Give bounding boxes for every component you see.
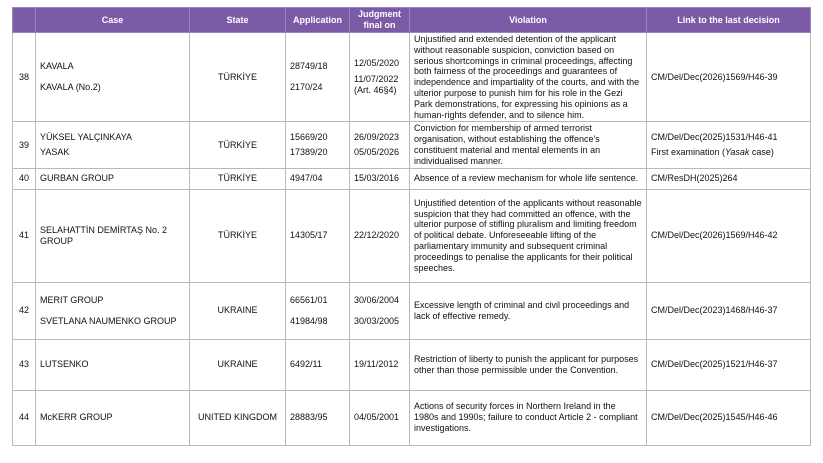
violation-cell: Actions of security forces in Northern Ireland in the 1980s and 1990s; failure to conduct Article 2 - compliant investigations.	[410, 390, 647, 445]
decision-link[interactable]: CM/Del/Dec(2026)1569/H46-42	[647, 189, 811, 282]
header-application: Application	[286, 8, 350, 33]
application-number: 66561/01	[290, 294, 328, 305]
decision-link[interactable]: CM/Del/Dec(2023)1468/H46-37	[647, 282, 811, 339]
table-row	[13, 282, 811, 339]
case-name: KAVALA (No.2)	[40, 82, 101, 93]
table-row	[13, 390, 811, 445]
judgment-date: 22/12/2020	[350, 189, 410, 282]
violation-cell: Restriction of liberty to punish the applicant for purposes other than those permissible under the Convention.	[410, 339, 647, 390]
decision-link[interactable]: CM/Del/Dec(2025)1545/H46-46	[647, 390, 811, 445]
table-row	[13, 122, 811, 168]
violation-cell: Absence of a review mechanism for whole life sentence.	[410, 168, 647, 189]
decision-note	[651, 147, 806, 158]
case-name: GURBAN GROUP	[36, 168, 190, 189]
judgment-date: 30/03/2005	[354, 315, 400, 326]
application-number: 28883/95	[286, 390, 350, 445]
violation-cell: Excessive length of criminal and civil proceedings and lack of effective remedy.	[410, 282, 647, 339]
application-number: 14305/17	[286, 189, 350, 282]
header-number	[13, 8, 36, 33]
judgment-cell	[350, 122, 410, 168]
case-name: LUTSENKO	[36, 339, 190, 390]
application-number: 6492/11	[286, 339, 350, 390]
judgment-date: 19/11/2012	[350, 339, 410, 390]
state-cell: UKRAINE	[190, 282, 286, 339]
case-cell	[36, 33, 190, 122]
decision-link[interactable]: CM/Del/Dec(2025)1531/H46-41	[651, 131, 778, 142]
case-name: SVETLANA NAUMENKO GROUP	[40, 315, 177, 326]
decision-link-cell	[647, 122, 811, 168]
case-cell	[36, 122, 190, 168]
case-name: MERIT GROUP	[40, 294, 104, 305]
decision-link[interactable]: CM/ResDH(2025)264	[647, 168, 811, 189]
judgment-cell	[350, 282, 410, 339]
case-name: SELAHATTİN DEMİRTAŞ No. 2 GROUP	[36, 189, 190, 282]
row-number: 38	[13, 33, 36, 122]
case-name: YASAK	[40, 147, 70, 158]
judgment-date: 12/05/2020	[354, 58, 400, 69]
application-number: 28749/18	[290, 61, 328, 72]
application-cell	[286, 282, 350, 339]
table-row	[13, 189, 811, 282]
application-number: 15669/20	[290, 131, 328, 142]
application-number: 2170/24	[290, 82, 323, 93]
cases-table	[12, 7, 811, 446]
decision-note-case: Yasak	[725, 147, 750, 158]
header-judgment: Judgment final on	[350, 8, 410, 33]
table-row	[13, 33, 811, 122]
case-name: YÜKSEL YALÇINKAYA	[40, 131, 133, 142]
application-number: 41984/98	[290, 315, 328, 326]
header-link: Link to the last decision	[647, 8, 811, 33]
header-violation: Violation	[410, 8, 647, 33]
row-number: 40	[13, 168, 36, 189]
decision-note-text: First examination (	[651, 147, 726, 158]
decision-link[interactable]: CM/Del/Dec(2025)1521/H46-37	[647, 339, 811, 390]
row-number: 43	[13, 339, 36, 390]
judgment-date: 04/05/2001	[350, 390, 410, 445]
application-number: 17389/20	[290, 147, 328, 158]
table-header-row	[13, 8, 811, 33]
state-cell: TÜRKİYE	[190, 189, 286, 282]
judgment-date: 11/07/2022	[354, 74, 399, 85]
state-cell: TÜRKİYE	[190, 33, 286, 122]
row-number: 44	[13, 390, 36, 445]
application-number: 4947/04	[286, 168, 350, 189]
decision-link[interactable]: CM/Del/Dec(2026)1569/H46-39	[647, 33, 811, 122]
violation-cell: Conviction for membership of armed terrorist organisation, without establishing the offence's constituent material and mental elements in an individualised manner.	[410, 122, 647, 168]
violation-cell: Unjustified detention of the applicants without reasonable suspicion that they had committed an offence, with the ulterior purpose of stifling pluralism and limiting freedom of political debate. Unforeseeable lifting of the parliamentary immunity and subsequent criminal proceedings to penalise the applicants for their political speeches.	[410, 189, 647, 282]
table-row	[13, 168, 811, 189]
case-name: McKERR GROUP	[36, 390, 190, 445]
judgment-note: (Art. 46§4)	[354, 85, 397, 96]
case-cell	[36, 282, 190, 339]
case-name: KAVALA	[40, 61, 74, 72]
application-cell	[286, 33, 350, 122]
decision-note-text: case)	[749, 147, 774, 158]
state-cell: UNITED KINGDOM	[190, 390, 286, 445]
judgment-date: 05/05/2026	[354, 147, 400, 158]
violation-cell: Unjustified and extended detention of the applicant without reasonable suspicion, conviction based on serious shortcomings in criminal proceedings, affecting both fairness of the proceedings and guarantees of independence and impartiality of the courts, and with the ulterior purpose to punish him for his role in the Gezi Park demonstrations, for expressing his opinions as a human-rights defender, and to silence him.	[410, 33, 647, 122]
judgment-cell	[350, 33, 410, 122]
state-cell: TÜRKİYE	[190, 168, 286, 189]
judgment-date: 15/03/2016	[350, 168, 410, 189]
state-cell: TÜRKİYE	[190, 122, 286, 168]
header-state: State	[190, 8, 286, 33]
header-case: Case	[36, 8, 190, 33]
judgment-date: 26/09/2023	[354, 131, 400, 142]
state-cell: UKRAINE	[190, 339, 286, 390]
table-row	[13, 339, 811, 390]
row-number: 39	[13, 122, 36, 168]
judgment-date: 30/06/2004	[354, 294, 400, 305]
row-number: 41	[13, 189, 36, 282]
row-number: 42	[13, 282, 36, 339]
application-cell	[286, 122, 350, 168]
